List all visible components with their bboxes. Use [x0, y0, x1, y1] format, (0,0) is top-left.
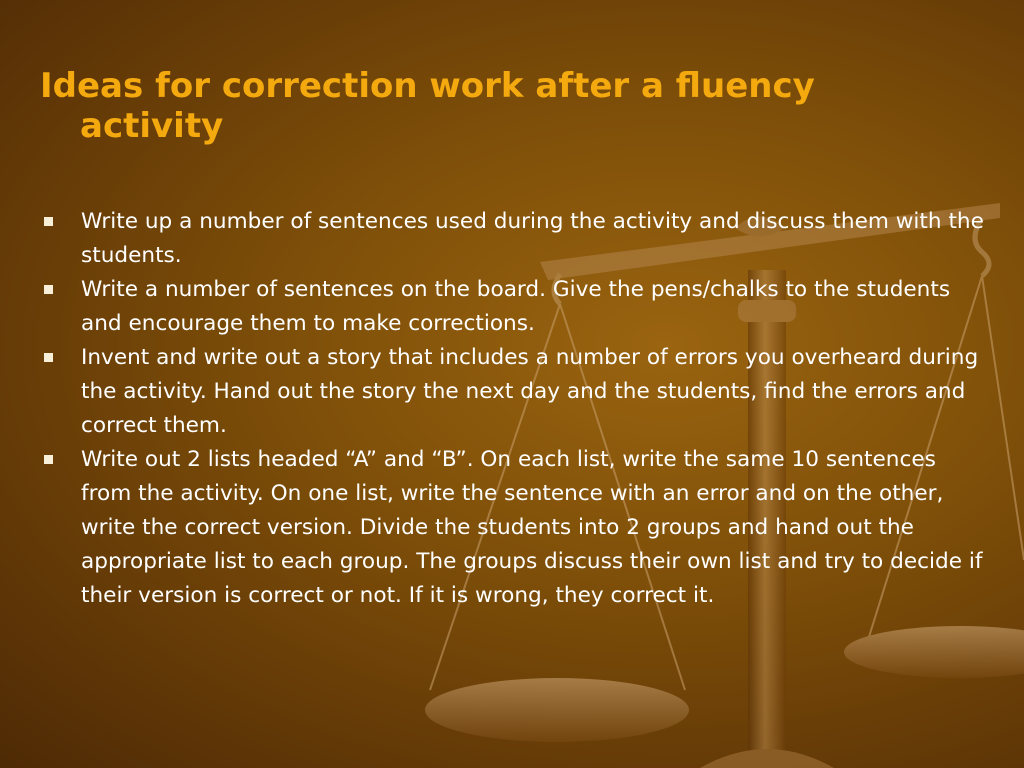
bullet-text: Write out 2 lists headed “A” and “B”. On each list, write the same 10 sentences from the activity. On one list, write the sentence with an error and on the other, write the correct version. Divide the students into 2 groups and hand out the appropriate list to each group. The groups discuss their own list and try to decide if their version is correct or not. If it is wrong, they correct it.: [81, 447, 983, 608]
bullet-text: Invent and write out a story that includes a number of errors you overheard during the activity. Hand out the story the next day and the students, find the errors and correct them.: [81, 345, 979, 438]
slide-title: Ideas for correction work after a fluency activity: [40, 66, 815, 146]
square-bullet-icon: [44, 353, 53, 362]
list-item: [44, 273, 984, 341]
square-bullet-icon: [44, 285, 53, 294]
square-bullet-icon: [44, 217, 53, 226]
list-item: [44, 205, 984, 273]
list-item: [44, 341, 984, 443]
bullet-list: [44, 205, 984, 613]
square-bullet-icon: [44, 455, 53, 464]
bullet-text: Write up a number of sentences used during the activity and discuss them with the students.: [81, 209, 984, 268]
list-item: [44, 443, 984, 613]
bullet-text: Write a number of sentences on the board. Give the pens/chalks to the students and encourage them to make corrections.: [81, 277, 951, 336]
